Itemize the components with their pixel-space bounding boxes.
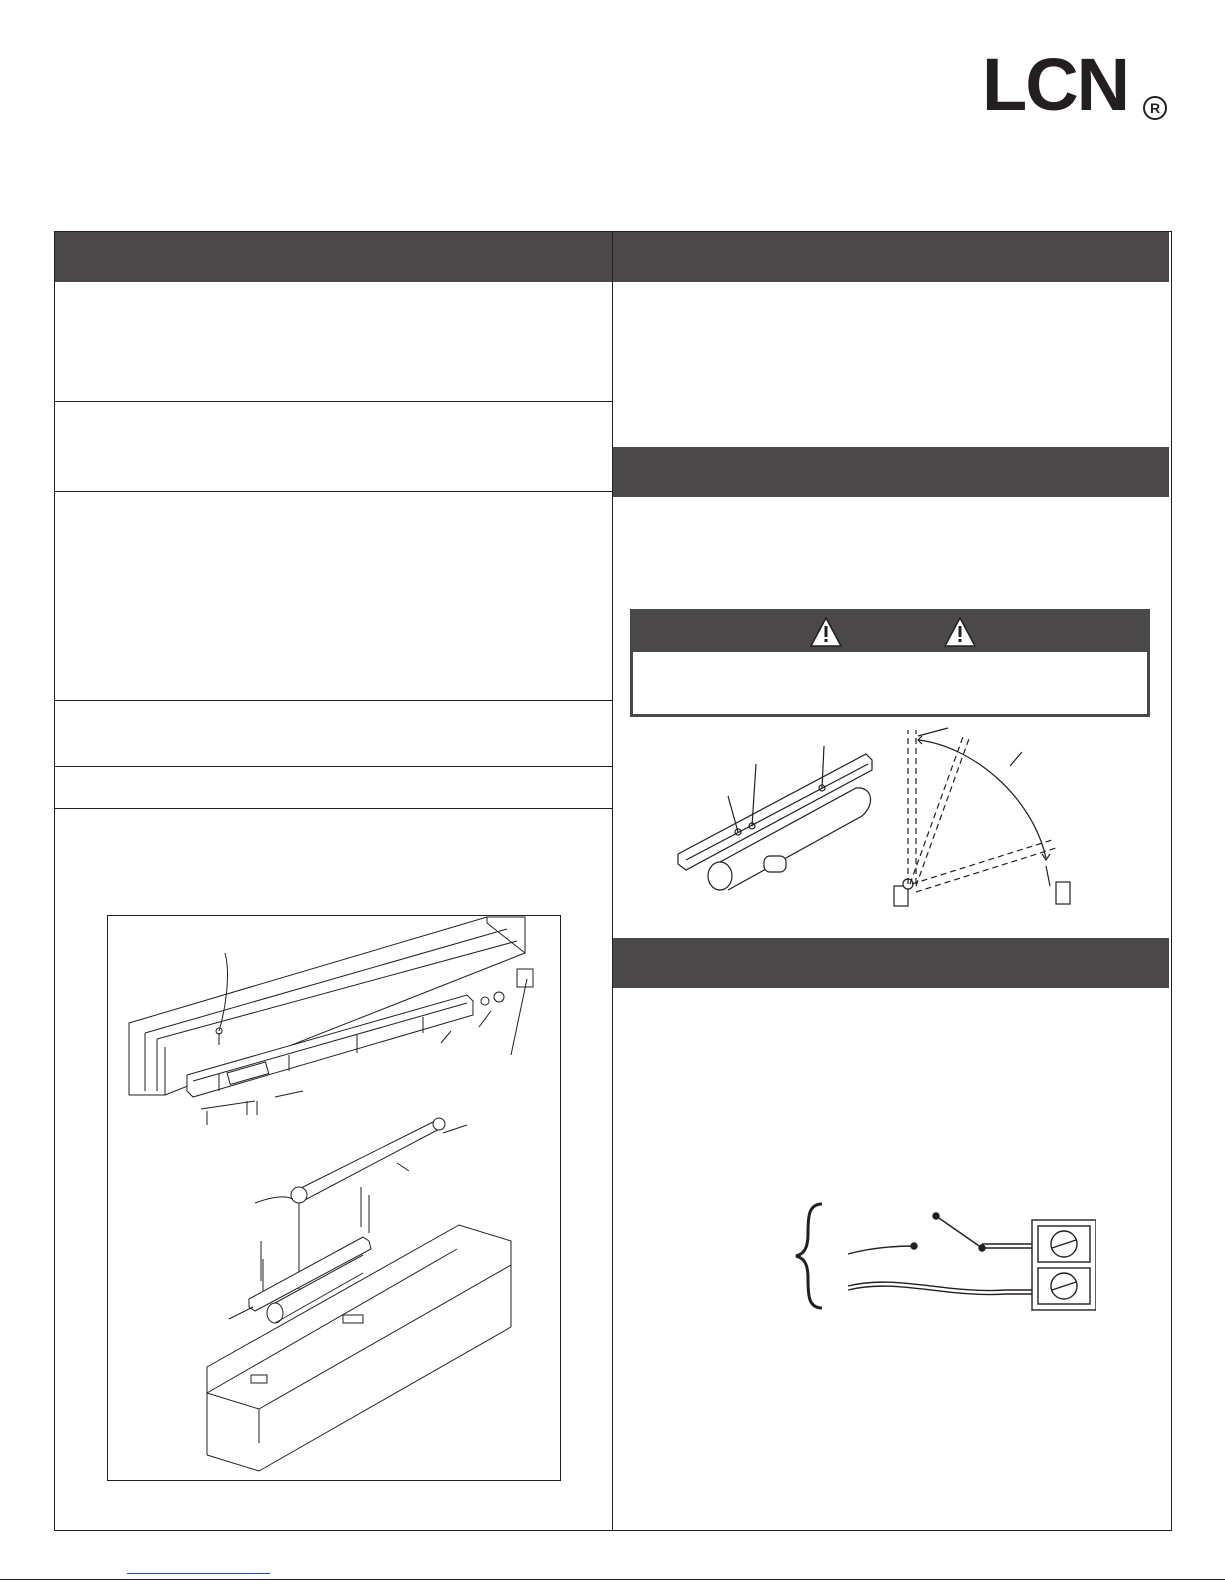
- footer-rule: [0, 1579, 1225, 1580]
- left-section-header-bar: [55, 232, 612, 282]
- footer-link-underline[interactable]: [127, 1573, 270, 1574]
- right-lower-header-bar: [613, 938, 1169, 988]
- left-row-divider: [55, 766, 612, 767]
- right-section-header-bar: [613, 232, 1169, 282]
- brand-logo: LCN: [982, 43, 1129, 126]
- left-row-divider: [55, 491, 612, 492]
- column-divider: [612, 231, 613, 1530]
- exploded-assembly-drawing: [107, 915, 559, 1479]
- swing-angle-drawing: [676, 726, 1096, 916]
- left-row-divider: [55, 700, 612, 701]
- warning-triangle-icon: [809, 616, 843, 648]
- wiring-terminal-drawing: [786, 1198, 1096, 1318]
- warning-box: [630, 609, 1150, 717]
- registered-mark-icon: R: [1143, 96, 1167, 120]
- warning-triangle-icon: [943, 616, 977, 648]
- warning-box-header: [633, 612, 1147, 652]
- left-row-divider: [55, 808, 612, 809]
- left-row-divider: [55, 401, 612, 402]
- right-mid-header-bar: [613, 447, 1169, 497]
